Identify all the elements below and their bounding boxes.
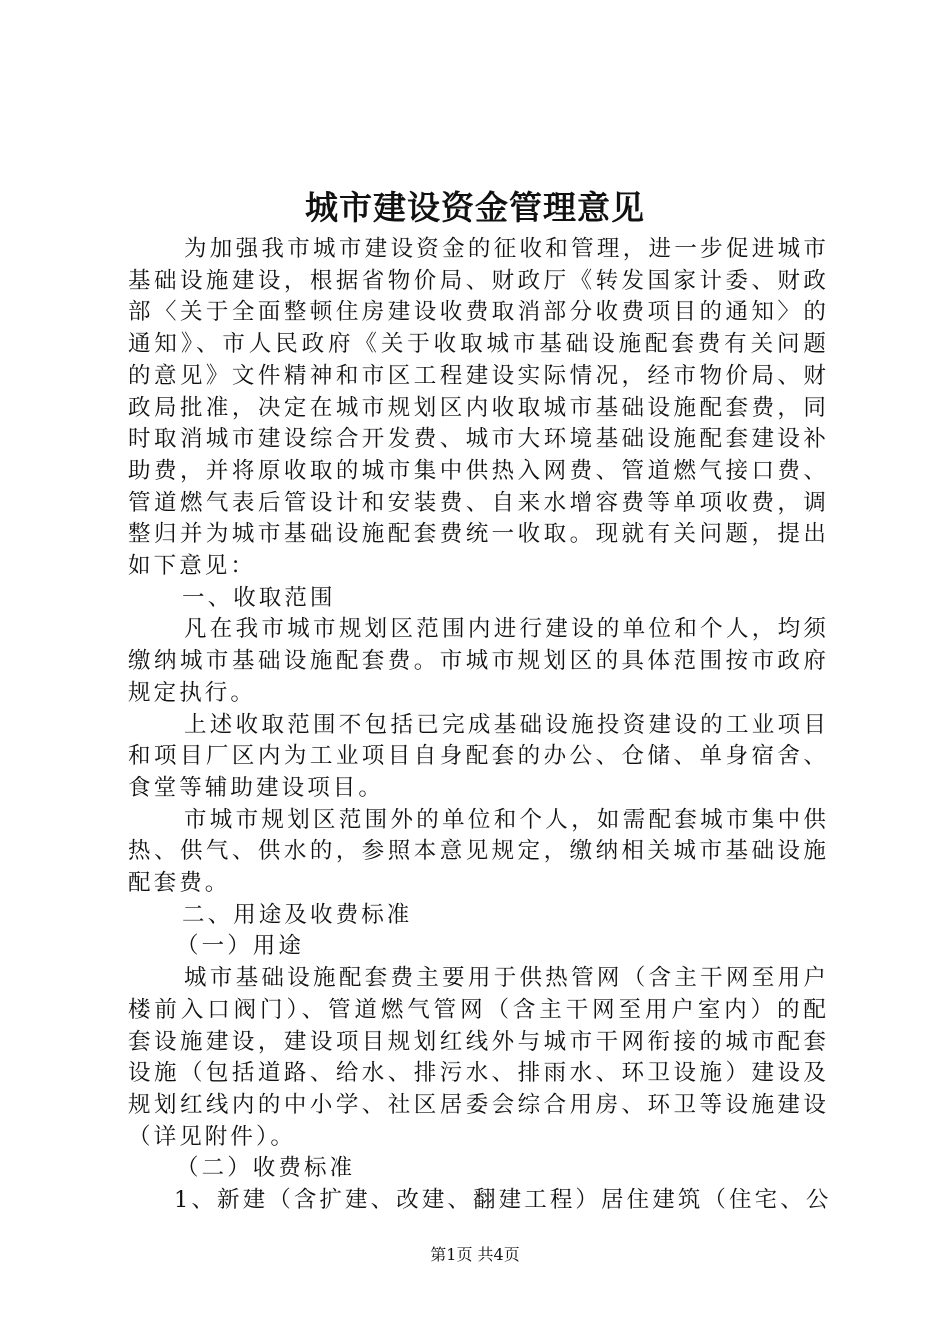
scope-paragraph-1: 凡在我市城市规划区范围内进行建设的单位和个人，均须缴纳城市基础设施配套费。市城市规划区的具体范围按市政府规定执行。 bbox=[128, 616, 829, 706]
section-heading-scope: 一、收取范围 bbox=[182, 584, 336, 611]
page-number-footer: 第1页 共4页 bbox=[430, 1245, 520, 1264]
document-body bbox=[128, 234, 832, 1217]
usage-paragraph: 城市基础设施配套费主要用于供热管网（含主干网至用户楼前入口阀门）、管道燃气管网（含主干网至用户室内）的配套设施建设，建设项目规划红线外与城市干网衔接的城市配套设施（包括道路、给水、排污水、排雨水、环卫设施）建设及规划红线内的中小学、社区居委会综合用房、环卫等设施建设（详见附件）。 bbox=[128, 965, 829, 1150]
subsection-heading-fee-standard: （二）收费标准 bbox=[176, 1155, 356, 1182]
intro-paragraph: 为加强我市城市建设资金的征收和管理，进一步促进城市基础设施建设，根据省物价局、财政厅《转发国家计委、财政部〈关于全面整顿住房建设收费取消部分收费项目的通知〉的通知》、市人民政府《关于收取城市基础设施配套费有关问题的意见》文件精神和市区工程建设实际情况，经市物价局、财政局批准，决定在城市规划区内收取城市基础设施配套费，同时取消城市建设综合开发费、城市大环境基础设施配套建设补助费，并将原收取的城市集中供热入网费、管道燃气接口费、管道燃气表后管设计和安装费、自来水增容费等单项收费，调整归并为城市基础设施配套费统一收取。现就有关问题，提出如下意见： bbox=[128, 236, 829, 580]
scope-paragraph-3: 市城市规划区范围外的单位和个人，如需配套城市集中供热、供气、供水的，参照本意见规定，缴纳相关城市基础设施配套费。 bbox=[128, 806, 829, 897]
scope-paragraph-2: 上述收取范围不包括已完成基础设施投资建设的工业项目和项目厂区内为工业项目自身配套的办公、仓储、单身宿舍、食堂等辅助建设项目。 bbox=[128, 711, 829, 801]
fee-item-1: 1、新建（含扩建、改建、翻建工程）居住建筑（住宅、公 bbox=[174, 1187, 832, 1214]
subsection-heading-usage: （一）用途 bbox=[176, 933, 305, 960]
section-heading-usage-and-fees: 二、用途及收费标准 bbox=[182, 901, 413, 928]
document-title: 城市建设资金管理意见 bbox=[305, 188, 645, 227]
